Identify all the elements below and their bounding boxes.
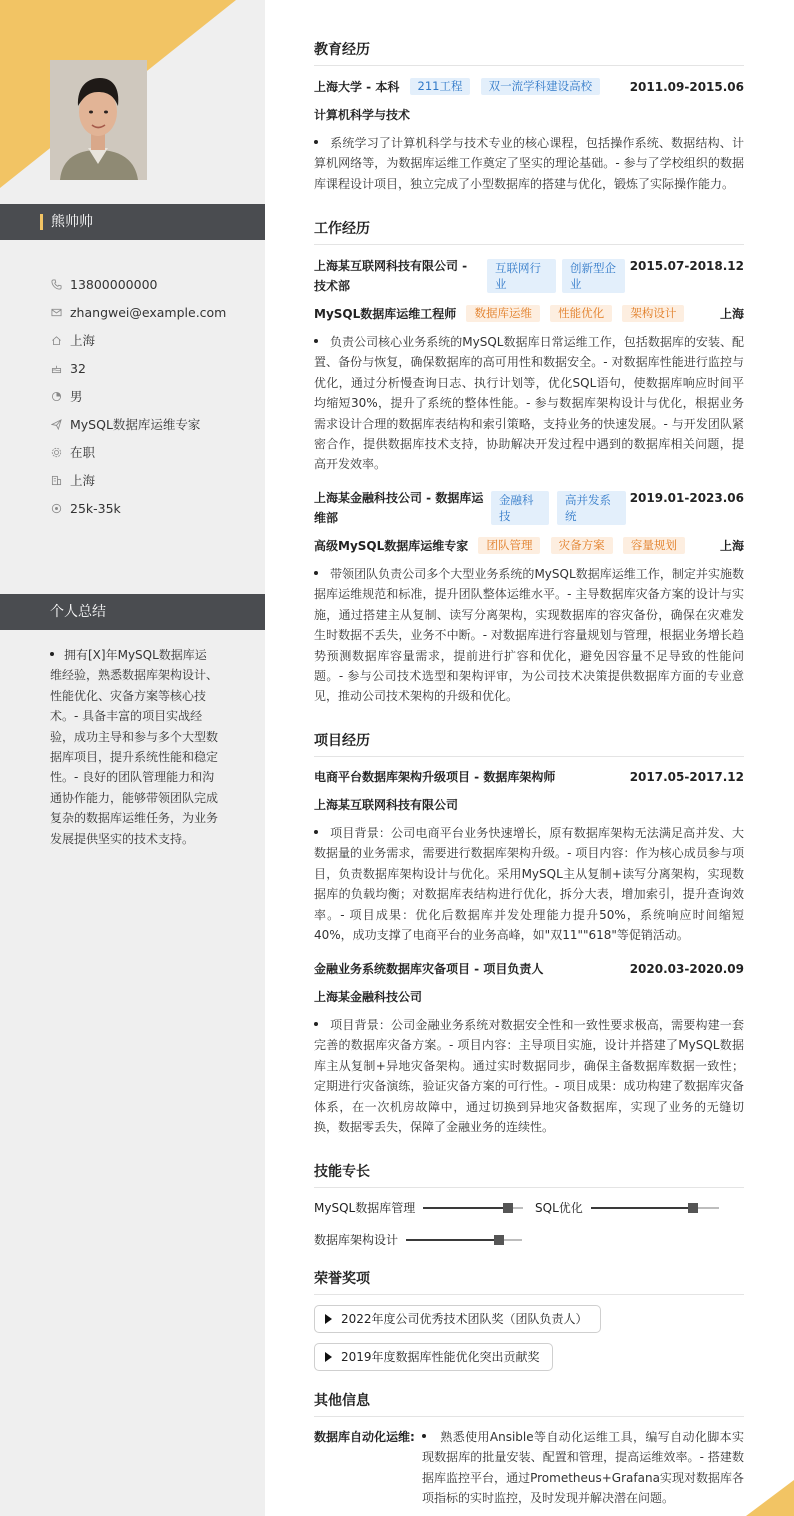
job-position-row (314, 304, 744, 324)
skill-item (314, 1200, 523, 1216)
job-company-line: 上海某互联网科技有限公司 - (314, 259, 468, 273)
avatar (50, 60, 147, 180)
location-text: 上海 (70, 333, 96, 348)
skill-bar-knob (688, 1203, 698, 1213)
corner-decoration (746, 1480, 794, 1516)
bullet (50, 652, 54, 656)
skill-name: 数据库架构设计 (314, 1233, 399, 1247)
job-skill-tag: 容量规划 (623, 537, 685, 554)
contact-salary (50, 494, 255, 522)
job-skill-tag: 架构设计 (622, 305, 684, 322)
position-text: MySQL数据库运维专家 (70, 417, 201, 432)
award-item[interactable] (314, 1343, 553, 1371)
education-head (314, 77, 744, 97)
contact-position (50, 410, 255, 438)
skill-bar-fill (591, 1207, 693, 1209)
sidebar (0, 0, 265, 1516)
skill-bar-fill (406, 1239, 499, 1241)
job-desc-text: 带领团队负责公司多个大型业务系统的MySQL数据库运维工作，制定并实施数据库运维规范和标准，提升团队整体运维水平。- 主导数据库灾备方案的设计与实施，通过搭建主从复制、读写分离架构，实现数据库的容灾备份，确保在灾难发生时数据不丢失，业务不中断。- 对数据库进行容量规划与管理，根据业务增长趋势预测数据库容量需求，提前进行扩容和优化，避免因容量不足导致的性能问题。- 参与公司技术选型和架构评审，为公司技术决策提供数据库方面的专业意见，推动公司技术架构的升级和优化。 (314, 567, 744, 704)
tag-line: 互联网行 (495, 261, 541, 275)
other-text (422, 1427, 744, 1509)
building-icon (50, 474, 62, 486)
job-industry-tag (562, 259, 625, 293)
mail-icon (50, 306, 62, 318)
contact-city (50, 466, 255, 494)
bullet (314, 1022, 318, 1026)
send-icon (50, 418, 62, 430)
bullet (422, 1434, 426, 1438)
job-desc (314, 564, 744, 707)
bullet (314, 140, 318, 144)
job-company-line: 维部 (314, 511, 339, 525)
project-head (314, 767, 744, 787)
name-bar (0, 204, 265, 240)
contact-phone (50, 270, 255, 298)
school-name: 上海大学 - 本科 (314, 80, 400, 94)
education-title: 教育经历 (314, 41, 744, 66)
bullet (314, 830, 318, 834)
project-name: 电商平台数据库架构升级项目 - 数据库架构师 (314, 770, 556, 784)
job-head (314, 488, 744, 528)
tag-line: 技 (499, 509, 511, 523)
job-head (314, 256, 744, 296)
contact-list (50, 270, 255, 522)
phone-icon (50, 278, 62, 290)
avatar-photo-icon (50, 60, 147, 180)
city-text: 上海 (70, 473, 96, 488)
job-date: 2015.07-2018.12 (629, 259, 744, 273)
edu-date: 2011.09-2015.06 (629, 80, 744, 94)
job-date: 2019.01-2023.06 (629, 491, 744, 505)
summary-body: 拥有[X]年MySQL数据库运维经验，熟悉数据库架构设计、性能优化、灾备方案等核心技术。- 具备丰富的项目实战经验，成功主导和参与多个大型数据库项目，提升系统性能和稳定性。- 良好的团队管理能力和沟通协作能力，能够带领团队完成复杂的数据库运维任务，为业务发展提供坚实的技术支持。 (50, 648, 219, 846)
edu-desc-text: 系统学习了计算机科学与技术专业的核心课程，包括操作系统、数据结构、计算机网络等，为数据库运维工作奠定了坚实的理论基础。- 参与了学校组织的数据库课程设计项目，独立完成了小型数据库的搭建与优化，锻炼了实际操作能力。 (314, 136, 744, 191)
project-date: 2017.05-2017.12 (629, 770, 744, 784)
job-company (314, 488, 486, 528)
project-head (314, 959, 744, 979)
tag-line: 业 (570, 277, 582, 291)
contact-location (50, 326, 255, 354)
skill-bar (591, 1207, 719, 1209)
job-position: 高级MySQL数据库运维专家 (314, 539, 469, 553)
edu-tag: 双一流学科建设高校 (481, 78, 601, 95)
edu-desc (314, 133, 744, 194)
job-city: 上海 (719, 307, 744, 321)
salary-text: 25k-35k (70, 500, 121, 516)
gender-text: 男 (70, 389, 83, 404)
work-title: 工作经历 (314, 220, 744, 245)
skill-name: SQL优化 (535, 1201, 583, 1215)
age-text: 32 (70, 360, 86, 376)
job-skill-tag: 灾备方案 (551, 537, 613, 554)
project-desc (314, 1015, 744, 1137)
job-desc (314, 332, 744, 475)
job-skill-tag: 数据库运维 (466, 305, 540, 322)
tag-line: 业 (495, 277, 507, 291)
job-city: 上海 (719, 539, 744, 553)
skill-bar (406, 1239, 522, 1241)
job-desc-text: 负责公司核心业务系统的MySQL数据库日常运维工作，包括数据库的安装、配置、备份与恢复，确保数据库的高可用性和数据安全。- 对数据库性能进行监控与优化，通过分析慢查询日志、执行计划等，优化SQL语句，使数据库响应时间平均缩短30%，提升了系统的整体性能。- 参与数据库架构设计与优化，根据业务需求设计合理的数据库表结构和索引策略，支持业务的快速发展。- 与开发团队紧密合作，提供数据库技术支持，协助解决开发过程中遇到的数据库相关问题，提高开发效率。 (314, 335, 744, 472)
summary-title: 个人总结 (50, 604, 106, 620)
job-company-line: 技术部 (314, 279, 351, 293)
project-company: 上海某金融科技公司 (314, 990, 423, 1004)
status-text: 在职 (70, 445, 96, 460)
summary-text (50, 645, 218, 849)
projects-title: 项目经历 (314, 732, 744, 757)
job-company (314, 256, 479, 296)
skill-item (535, 1200, 719, 1216)
bullet (314, 571, 318, 575)
tag-line: 高并发系 (565, 493, 611, 507)
project-company: 上海某互联网科技有限公司 (314, 798, 459, 812)
candidate-name: 熊帅帅 (51, 214, 93, 230)
contact-age (50, 354, 255, 382)
contact-email (50, 298, 255, 326)
tag-line: 创新型企 (570, 261, 616, 275)
tag-line: 金融科 (499, 493, 534, 507)
project-name: 金融业务系统数据库灾备项目 - 项目负责人 (314, 962, 544, 976)
gender-icon (50, 390, 62, 402)
edu-tag: 211工程 (410, 78, 471, 95)
cake-icon (50, 362, 62, 374)
home-icon (50, 334, 62, 346)
status-icon (50, 446, 62, 458)
triangle-right-icon (325, 1352, 332, 1362)
edu-major: 计算机科学与技术 (314, 108, 411, 122)
phone-text: 13800000000 (70, 276, 158, 292)
contact-status (50, 438, 255, 466)
job-industry-tag (487, 259, 556, 293)
other-text-body: 熟悉使用Ansible等自动化运维工具，编写自动化脚本实现数据库的批量安装、配置和管理，提高运维效率。- 搭建数据库监控平台，通过Prometheus+Grafana实现对数据库各项指标的实时监控，及时发现并解决潜在问题。 (422, 1430, 744, 1506)
contact-gender (50, 382, 255, 410)
job-position-row (314, 536, 744, 556)
salary-icon (50, 502, 62, 514)
tag-line: 统 (565, 509, 577, 523)
project-desc-text: 项目背景：公司电商平台业务快速增长，原有数据库架构无法满足高并发、大数据量的业务需求，需要进行数据库架构升级。- 项目内容：作为核心成员参与项目，负责数据库架构设计与优化。采用MySQL主从复制+读写分离架构，实现数据库的负载均衡；对数据库表结构进行优化，拆分大表，增加索引，提升查询效率。- 项目成果：优化后数据库并发处理能力提升50%，系统响应时间缩短40%，成功支撑了电商平台的业务高峰，如"双11""618"等促销活动。 (314, 826, 744, 943)
award-item[interactable] (314, 1305, 601, 1333)
bullet (314, 339, 318, 343)
job-skill-tag: 团队管理 (478, 537, 540, 554)
name-accent (40, 214, 43, 230)
job-position: MySQL数据库运维工程师 (314, 307, 457, 321)
skill-name: MySQL数据库管理 (314, 1201, 416, 1215)
other-label: 数据库自动化运维: (314, 1430, 415, 1444)
other-title: 其他信息 (314, 1392, 744, 1417)
skill-bar (423, 1207, 523, 1209)
triangle-right-icon (325, 1314, 332, 1324)
job-skill-tag: 性能优化 (550, 305, 612, 322)
job-industry-tag (557, 491, 626, 525)
project-desc (314, 823, 744, 945)
skill-bar-fill (423, 1207, 508, 1209)
summary-bar (0, 594, 265, 630)
job-industry-tag (491, 491, 549, 525)
skills-title: 技能专长 (314, 1163, 744, 1188)
award-text: 2022年度公司优秀技术团队奖（团队负责人） (341, 1312, 588, 1326)
job-company-line: 上海某金融科技公司 - 数据库运 (314, 491, 484, 505)
skill-bar-knob (494, 1235, 504, 1245)
email-text: zhangwei@example.com (70, 304, 227, 320)
skill-item (314, 1232, 522, 1248)
project-desc-text: 项目背景：公司金融业务系统对数据安全性和一致性要求极高，需要构建一套完善的数据库灾备方案。- 项目内容：主导项目实施，设计并搭建了MySQL数据库主从复制+异地灾备架构。通过实时数据同步，确保主备数据库数据一致性；定期进行灾备演练，验证灾备方案的可行性。- 项目成果：成功构建了数据库灾备体系，在一次机房故障中，通过切换到异地灾备数据库，实现了业务的无缝切换，数据零丢失，保障了金融业务的连续性。 (314, 1018, 744, 1135)
skill-bar-knob (503, 1203, 513, 1213)
award-text: 2019年度数据库性能优化突出贡献奖 (341, 1350, 540, 1364)
project-date: 2020.03-2020.09 (629, 962, 744, 976)
awards-title: 荣誉奖项 (314, 1270, 744, 1295)
